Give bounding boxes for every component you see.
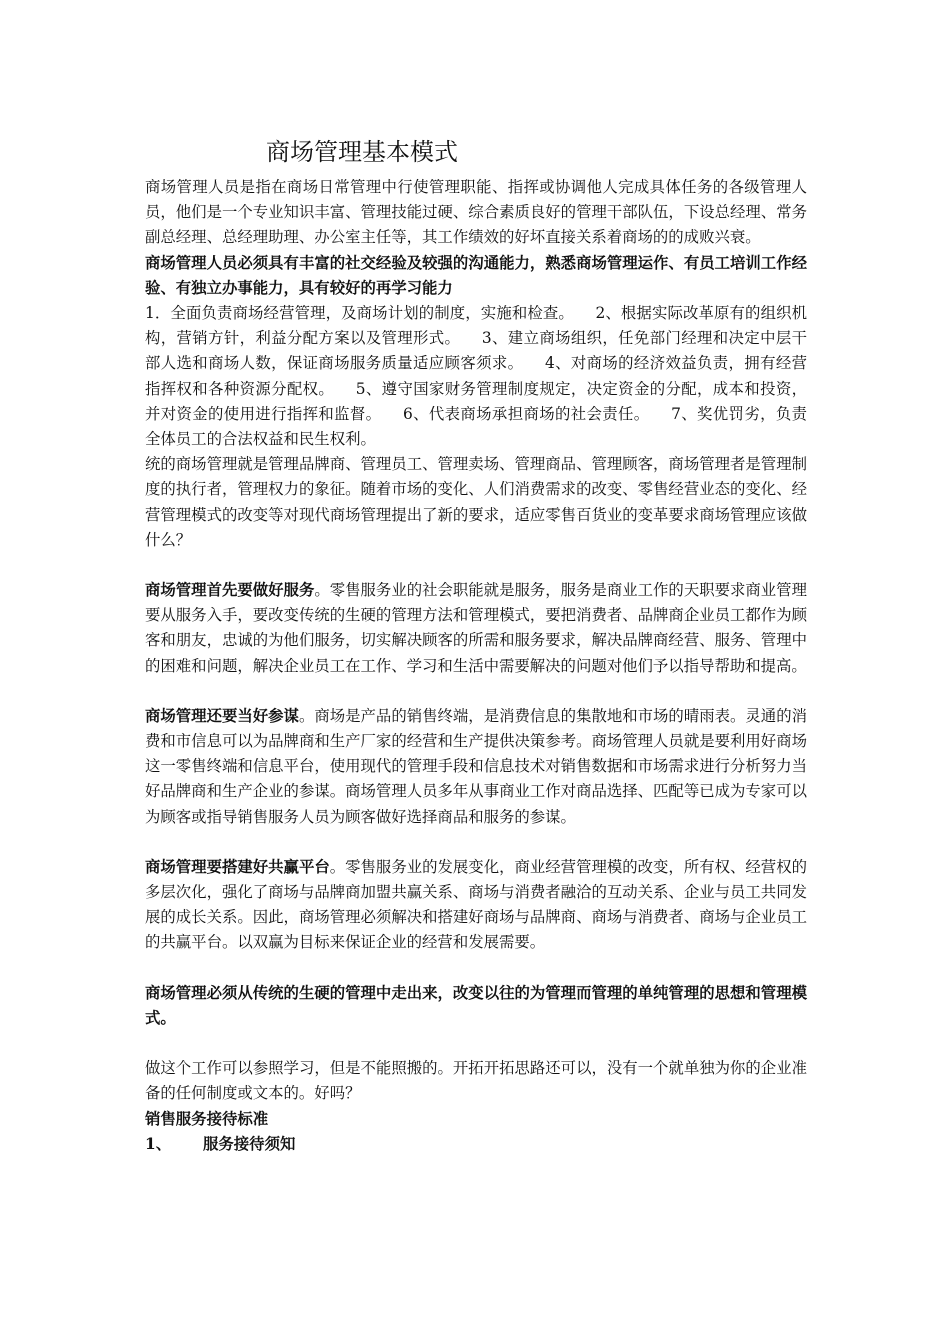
- standard-heading: 销售服务接待标准: [145, 1109, 269, 1128]
- section-body: 。零售服务业的社会职能就是服务，服务是商业工作的天职要求商业管理要从服务入手，要改变传统的生硬的管理方法和管理模式，要把消费者、品牌商企业员工都作为顾客和朋友，忠诚的为他们服务，切实解决顾客的所需和服务要求，解决品牌商经营、服务、管理中的困难和问题，解决企业员工在工作、学习和生活中需要解决的问题对他们予以指导帮助和提高。: [145, 581, 807, 675]
- duty-item: 4、对商场的经济效益负责，拥有经营指挥权和各种资源分配权。: [145, 354, 807, 398]
- duties-paragraph: [145, 301, 807, 452]
- conclusion-paragraph: 商场管理必须从传统的生硬的管理中走出来，改变以往的为管理而管理的单纯管理的思想和管理模式。: [145, 983, 807, 1027]
- note-paragraph: 做这个工作可以参照学习，但是不能照搬的。开拓开拓思路还可以，没有一个就单独为你的企业准备的任何制度或文本的。好吗？: [145, 1059, 807, 1103]
- section-paragraph: [145, 578, 807, 679]
- duty-item: 1．全面负责商场经营管理，及商场计划的制度，实施和检查。: [145, 304, 574, 323]
- section-heading: 商场管理首先要做好服务: [145, 581, 315, 600]
- numbered-item: [145, 1132, 807, 1157]
- overview-paragraph: 统的商场管理就是管理品牌商、管理员工、管理卖场、管理商品、管理顾客，商场管理者是管理制度的执行者，管理权力的象征。随着市场的变化、人们消费需求的改变、零售经营业态的变化、经营管理模式的改变等对现代商场管理提出了新的要求，适应零售百货业的变革要求商场管理应该做什么？: [145, 455, 807, 549]
- duty-item: 7、奖优罚劣，负责全体员工的合法权益和民生权利。: [145, 404, 807, 449]
- document-body: [145, 0, 807, 1157]
- item-label: 服务接待须知: [203, 1134, 296, 1153]
- duty-item: 2、根据实际改革原有的组织机构，营销方针，利益分配方案以及管理形式。: [145, 304, 807, 348]
- duty-item: 5、遵守国家财务管理制度规定，决定资金的分配，成本和投资，并对资金的使用进行指挥和监督。: [145, 379, 807, 423]
- requirement-paragraph: 商场管理人员必须具有丰富的社交经验及较强的沟通能力，熟悉商场管理运作、有员工培训工作经验、有独立办事能力，具有较好的再学习能力: [145, 253, 807, 297]
- document-title: 商场管理基本模式: [266, 138, 458, 166]
- section-body: 。商场是产品的销售终端，是消费信息的集散地和市场的晴雨表。灵通的消费和市信息可以为品牌商和生产厂家的经营和生产提供决策参考。商场管理人员就是要利用好商场这一零售终端和信息平台，使用现代的管理手段和信息技术对销售数据和市场需求进行分析努力当好品牌商和生产企业的参谋。商场管理人员多年从事商业工作对商品选择、匹配等已成为专家可以为顾客或指导销售服务人员为顾客做好选择商品和服务的参谋。: [145, 706, 807, 826]
- section-paragraph: [145, 855, 807, 956]
- section-heading: 商场管理还要当好参谋: [145, 706, 299, 725]
- duty-item: 3、建立商场组织，任免部门经理和决定中层干部人选和商场人数，保证商场服务质量适应顾客须求。: [145, 329, 807, 373]
- intro-paragraph: 商场管理人员是指在商场日常管理中行使管理职能、指挥或协调他人完成具体任务的各级管理人员，他们是一个专业知识丰富、管理技能过硬、综合素质良好的管理干部队伍，下设总经理、常务副总经理、总经理助理、办公室主任等，其工作绩效的好坏直接关系着商场的的成败兴衰。: [145, 178, 807, 247]
- item-number: 1、: [145, 1134, 172, 1153]
- section-body: 。零售服务业的发展变化，商业经营管理模的改变，所有权、经营权的多层次化，强化了商场与品牌商加盟共赢关系、商场与消费者融洽的互动关系、企业与员工共同发展的成长关系。因此，商场管理必须解决和搭建好商场与品牌商、商场与消费者、商场与企业员工的共赢平台。以双赢为目标来保证企业的经营和发展需要。: [145, 857, 807, 952]
- section-paragraph: [145, 704, 807, 830]
- section-heading: 商场管理要搭建好共赢平台: [145, 857, 330, 876]
- duty-item: 6、代表商场承担商场的社会责任。: [402, 404, 650, 423]
